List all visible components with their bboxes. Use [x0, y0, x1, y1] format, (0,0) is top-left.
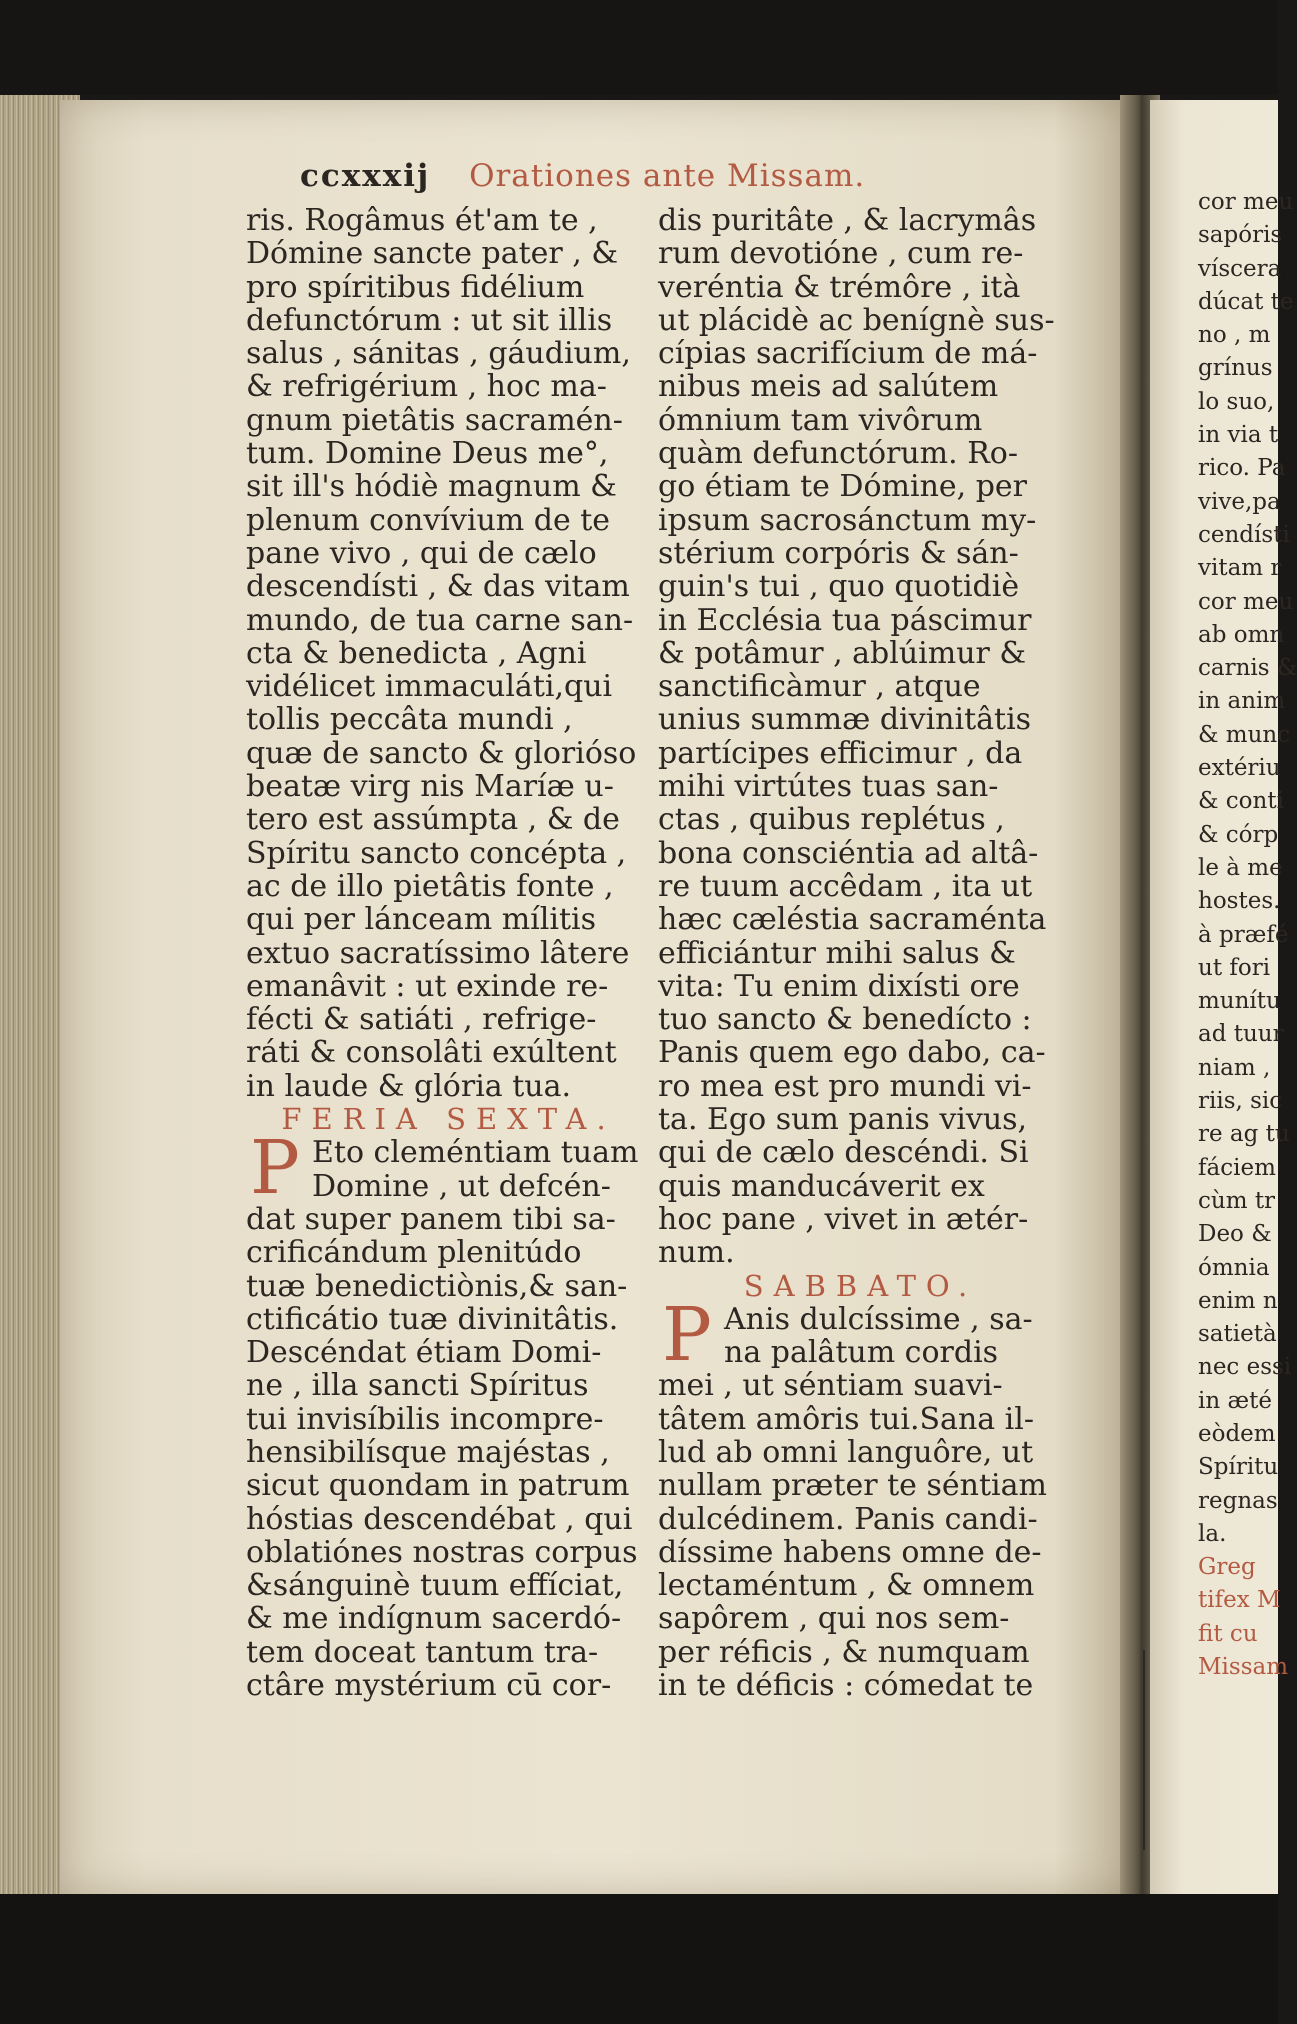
- text-line: vive,pa: [1198, 488, 1281, 515]
- text-line: tâtem amôris tui.Sana il-: [658, 1401, 1035, 1437]
- text-line: salus , sánitas , gáudium,: [246, 336, 631, 372]
- text-line: in via t: [1198, 422, 1279, 449]
- text-line: mundo, de tua carne san-: [246, 602, 634, 638]
- text-line: rico. Pa: [1198, 455, 1286, 482]
- facing-page-fragment: [1198, 186, 1297, 1684]
- text-line: hoc pane , vivet in ætér-: [658, 1201, 1029, 1237]
- text-line: díssime habens omne de-: [658, 1534, 1042, 1570]
- text-line: num.: [658, 1235, 735, 1271]
- text-line: vitam r: [1198, 555, 1282, 582]
- text-line: Spíritu: [1198, 1454, 1279, 1481]
- text-line: ro mea est pro mundi vi-: [658, 1068, 1032, 1104]
- text-line: in te déficis : cómedat te: [658, 1668, 1034, 1704]
- text-line: sapôrem , qui nos sem-: [658, 1601, 1010, 1637]
- text-line: cta & benedicta , Agni: [246, 635, 587, 671]
- text-line: Spíritu sancto concépta ,: [246, 835, 627, 871]
- text-line: cùm tr: [1198, 1187, 1276, 1214]
- text-line: extuo sacratíssimo lâtere: [246, 935, 630, 971]
- text-line: descendísti , & das vitam: [246, 569, 630, 605]
- left-text-block-a: [246, 204, 651, 1103]
- text-line: enim n: [1198, 1287, 1278, 1314]
- text-line: ut plácidè ac benígnè sus-: [658, 302, 1055, 338]
- text-line: lud ab omni languôre, ut: [658, 1434, 1034, 1470]
- text-line: Descéndat étiam Domi-: [246, 1335, 602, 1371]
- text-line: satietà: [1198, 1321, 1277, 1348]
- text-line: ad tuur: [1198, 1021, 1284, 1048]
- text-line: munítu: [1198, 988, 1281, 1015]
- text-line: dat super panem tibi sa-: [246, 1201, 616, 1237]
- text-line: & córp: [1198, 821, 1279, 848]
- text-line: Domine , ut defcén-: [312, 1168, 611, 1204]
- text-line: nec essi: [1198, 1354, 1292, 1381]
- text-line: Anis dulcíssime , sa-: [724, 1301, 1033, 1337]
- text-line: tem doceat tantum tra-: [246, 1634, 599, 1670]
- text-line: pane vivo , qui de cælo: [246, 535, 597, 571]
- text-line: per réficis , & numquam: [658, 1634, 1030, 1670]
- text-line: Missam: [1198, 1654, 1289, 1681]
- text-line: veréntia & trémôre , ità: [658, 269, 1021, 305]
- left-text-block-b: [246, 1203, 651, 1702]
- text-line: pro spíritibus fidélium: [246, 269, 585, 305]
- text-line: Deo &: [1198, 1221, 1272, 1248]
- text-line: dulcédinem. Panis candi-: [658, 1501, 1038, 1537]
- text-line: in Ecclésia tua páscimur: [658, 602, 1032, 638]
- text-line: quis manducáverit ex: [658, 1168, 985, 1204]
- text-line: quàm defunctórum. Ro-: [658, 436, 1018, 472]
- text-line: plenum convívium de te: [246, 502, 611, 538]
- text-line: re tuum accêdam , ita ut: [658, 868, 1033, 904]
- text-line: Panis quem ego dabo, ca-: [658, 1035, 1046, 1071]
- text-line: & refrigérium , hoc ma-: [246, 369, 607, 405]
- text-line: riis, sic: [1198, 1088, 1283, 1115]
- text-line: beatæ virg nis Maríæ u-: [246, 769, 614, 805]
- text-line: na palâtum cordis: [724, 1335, 999, 1371]
- text-line: unius summæ divinitâtis: [658, 702, 1032, 738]
- text-line: qui per lánceam mílitis: [246, 902, 596, 938]
- text-line: cor meu: [1198, 189, 1294, 215]
- text-line: víscera: [1198, 255, 1282, 282]
- text-line: cípias sacrifícium de má-: [658, 336, 1038, 372]
- text-line: hostes.: [1198, 888, 1281, 915]
- text-line: vita: Tu enim dixísti ore: [658, 968, 1020, 1004]
- text-line: &sánguinè tuum effíciat,: [246, 1568, 624, 1604]
- text-line: & munc: [1198, 721, 1291, 748]
- text-line: extériu: [1198, 755, 1281, 782]
- facing-page-lines: [1198, 186, 1297, 1551]
- text-line: ne , illa sancti Spíritus: [246, 1368, 589, 1404]
- text-line: ctas , quibus replétus ,: [658, 802, 1005, 838]
- facing-page-rubric: [1198, 1551, 1289, 1684]
- text-line: cor meu: [1198, 588, 1294, 615]
- dropcap-lines: [724, 1303, 1063, 1370]
- text-line: ac de illo pietâtis fonte ,: [246, 868, 614, 904]
- text-line: Dómine sancte pater , &: [246, 236, 619, 272]
- text-line: ut fori: [1198, 954, 1271, 981]
- text-line: re ag tu: [1198, 1121, 1290, 1148]
- page-header: [300, 158, 865, 198]
- text-line: la.: [1198, 1520, 1227, 1547]
- middle-column: [658, 204, 1063, 1702]
- dropcap-letter: P: [662, 1291, 712, 1378]
- text-line: tollis peccâta mundi ,: [246, 702, 573, 738]
- text-line: sapóris: [1198, 222, 1283, 249]
- text-line: ipsum sacrosánctum my-: [658, 502, 1037, 538]
- text-line: ris. Rogâmus ét'am te ,: [246, 203, 598, 238]
- text-line: ctificátio tuæ divinitâtis.: [246, 1301, 619, 1337]
- text-line: hensibilísque majéstas ,: [246, 1434, 610, 1470]
- text-line: grínus: [1198, 355, 1273, 382]
- text-line: fécti & satiáti , refrige-: [246, 1002, 597, 1038]
- text-line: tuæ benedictiònis,& san-: [246, 1268, 628, 1304]
- rubric-feria-sexta: FERIA SEXTA.: [281, 1102, 616, 1137]
- dropcap-paragraph-middle: [658, 1291, 1063, 1378]
- text-line: nibus meis ad salútem: [658, 369, 999, 405]
- text-line: defunctórum : ut sit illis: [246, 302, 613, 338]
- rubric-sabbato: SABBATO.: [743, 1268, 978, 1303]
- text-line: ráti & consolâti exúltent: [246, 1035, 617, 1071]
- text-line: Eto cleméntiam tuam: [312, 1135, 639, 1171]
- text-line: stérium corpóris & sán-: [658, 535, 1019, 571]
- text-line: tero est assúmpta , & de: [246, 802, 620, 838]
- text-line: ómnia: [1198, 1254, 1270, 1281]
- text-line: sanctificàmur , atque: [658, 669, 981, 705]
- left-column: [246, 204, 651, 1702]
- dropcap-letter: P: [250, 1125, 300, 1212]
- text-line: go étiam te Dómine, per: [658, 469, 1028, 505]
- text-line: lo suo,: [1198, 388, 1275, 415]
- text-line: mihi virtútes tuas san-: [658, 769, 999, 805]
- middle-text-block-b: [658, 1369, 1063, 1702]
- text-line: ta. Ego sum panis vivus,: [658, 1102, 1028, 1138]
- text-line: qui de cælo descéndi. Si: [658, 1135, 1029, 1171]
- dropcap-paragraph-left: [246, 1125, 651, 1212]
- text-line: guin's tui , quo quotidiè: [658, 569, 1020, 605]
- text-line: ab omn: [1198, 621, 1285, 648]
- text-line: fáciem: [1198, 1154, 1276, 1181]
- text-line: mei , ut séntiam suavi-: [658, 1368, 1003, 1404]
- background-bottom: [0, 1894, 1278, 2024]
- text-line: le à me: [1198, 854, 1283, 881]
- text-line: & potâmur , ablúimur &: [658, 635, 1027, 671]
- text-line: gnum pietâtis sacramén-: [246, 402, 623, 438]
- text-line: sit ill's hódiè magnum &: [246, 469, 617, 505]
- text-line: sicut quondam in patrum: [246, 1468, 630, 1504]
- text-line: hæc cæléstia sacraménta: [658, 902, 1047, 938]
- text-line: nullam præter te séntiam: [658, 1468, 1047, 1504]
- text-line: ómnium tam vivôrum: [658, 402, 983, 438]
- folio-number: ccxxxij: [300, 158, 431, 194]
- text-line: in æté: [1198, 1387, 1272, 1414]
- text-line: rum devotióne , cum re-: [658, 236, 1024, 272]
- text-line: & conti: [1198, 788, 1284, 815]
- text-line: in laude & glória tua.: [246, 1068, 572, 1104]
- text-line: tui invisíbilis incompre-: [246, 1401, 604, 1437]
- text-line: partícipes efficimur , da: [658, 735, 1023, 771]
- text-line: tum. Domine Deus me°,: [246, 436, 609, 472]
- text-line: no , m: [1198, 322, 1271, 349]
- text-line: lectaméntum , & omnem: [658, 1568, 1035, 1604]
- text-line: regnas: [1198, 1487, 1278, 1514]
- text-line: carnis &: [1198, 655, 1297, 682]
- middle-text-block-a: [658, 204, 1063, 1270]
- text-line: vidélicet immaculáti,qui: [246, 669, 613, 705]
- text-line: fit cu: [1198, 1620, 1258, 1647]
- background-top: [0, 0, 1278, 95]
- text-line: & me indígnum sacerdó-: [246, 1601, 622, 1637]
- text-line: ctâre mystérium cū cor-: [246, 1668, 612, 1704]
- text-line: hóstias descendébat , qui: [246, 1501, 633, 1537]
- text-line: cendísti: [1198, 521, 1290, 548]
- text-line: dis puritâte , & lacrymâs: [658, 203, 1037, 238]
- text-line: à præfé: [1198, 921, 1289, 948]
- text-line: niam ,: [1198, 1054, 1271, 1081]
- dropcap-lines: [312, 1136, 651, 1203]
- text-line: dúcat te: [1198, 288, 1294, 315]
- text-line: efficiántur mihi salus &: [658, 935, 1016, 971]
- text-line: emanâvit : ut exinde re-: [246, 968, 609, 1004]
- running-head: Orationes ante Missam.: [469, 158, 866, 194]
- text-line: oblatiónes nostras corpus: [246, 1534, 638, 1570]
- text-line: tifex M: [1198, 1587, 1281, 1614]
- text-line: tuo sancto & benedícto :: [658, 1002, 1032, 1038]
- text-line: in anim: [1198, 688, 1286, 715]
- text-line: Greg: [1198, 1554, 1256, 1581]
- text-line: quæ de sancto & glorióso: [246, 735, 637, 771]
- text-line: crificándum plenitúdo: [246, 1235, 582, 1271]
- page-rule: [1143, 1650, 1145, 1850]
- text-line: bona consciéntia ad altâ-: [658, 835, 1039, 871]
- text-line: eòdem: [1198, 1420, 1276, 1447]
